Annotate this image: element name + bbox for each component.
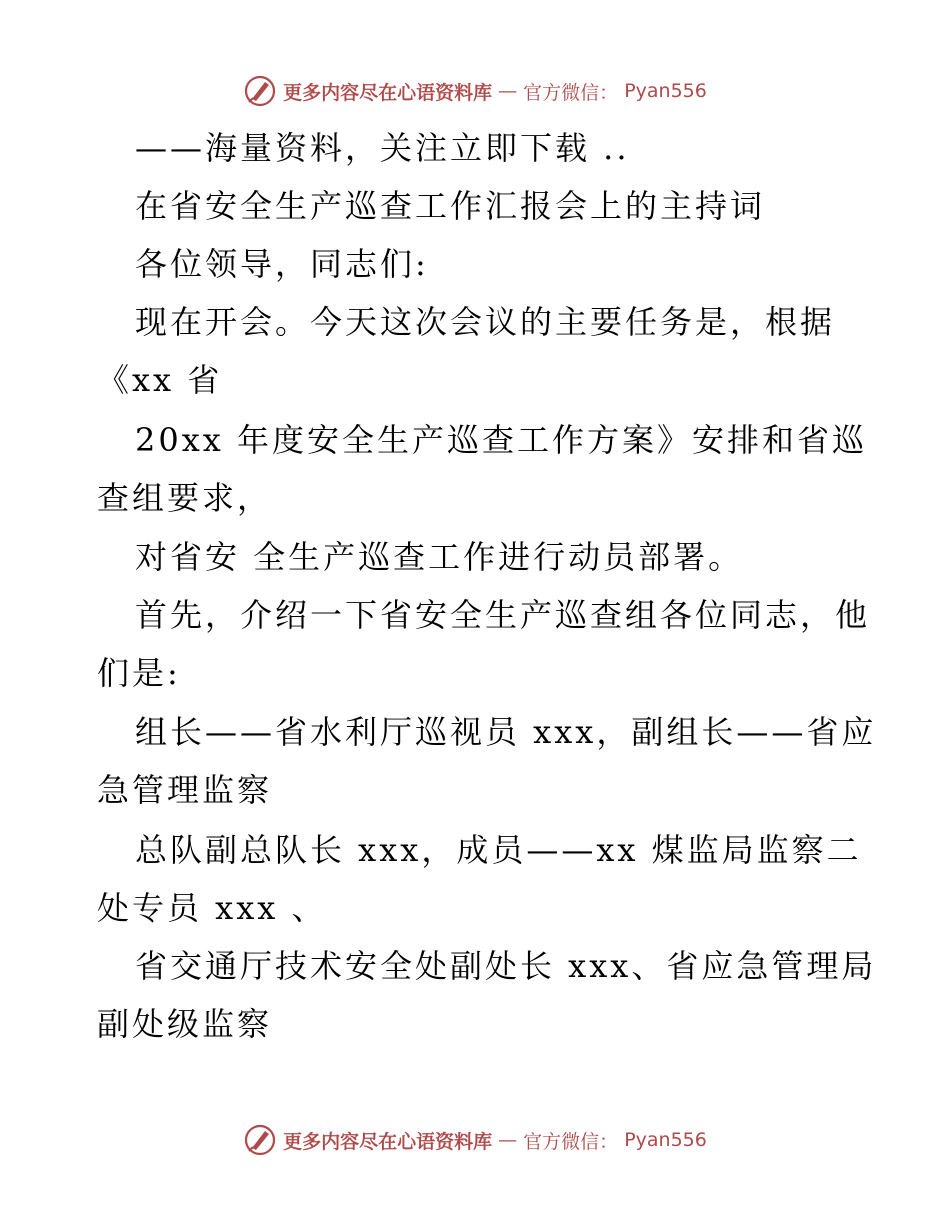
paragraph-line: 组长——省水利厅巡视员 xxx，副组长——省应 xyxy=(135,713,877,751)
download-notice: ——海量资料，关注立即下载 .. xyxy=(135,129,630,167)
paragraph-line: 急管理监察 xyxy=(97,771,273,809)
watermark-separator: — xyxy=(498,1129,518,1151)
paragraph-line: 总队副总队长 xxx，成员——xx 煤监局监察二 xyxy=(135,831,862,869)
paragraph-line: 副处级监察 xyxy=(97,1005,273,1043)
watermark-title: 更多内容尽在心语资料库 xyxy=(283,1130,493,1153)
paragraph-line: 省交通厅技术安全处副处长 xxx、省应急管理局 xyxy=(135,947,877,985)
watermark-wechat-id: Pyan556 xyxy=(624,1129,707,1151)
paragraph-line: 现在开会。今天这次会议的主要任务是，根据 xyxy=(135,303,836,341)
paragraph-line: 们是: xyxy=(97,654,181,692)
header-watermark xyxy=(0,71,950,111)
salutation: 各位领导，同志们: xyxy=(135,245,429,283)
watermark-separator: — xyxy=(498,80,518,102)
quill-logo-icon xyxy=(243,1123,277,1157)
document-title: 在省安全生产巡查工作汇报会上的主持词 xyxy=(135,187,766,225)
paragraph-line: 查组要求， xyxy=(97,479,273,517)
watermark-wechat-id: Pyan556 xyxy=(624,80,707,102)
paragraph-line: 20xx 年度安全生产巡查工作方案》安排和省巡 xyxy=(135,421,867,459)
paragraph-line: 《xx 省 xyxy=(97,361,223,399)
paragraph-line: 首先，介绍一下省安全生产巡查组各位同志，他 xyxy=(135,596,871,634)
watermark-subtitle: 官方微信： xyxy=(523,81,619,104)
watermark-subtitle: 官方微信： xyxy=(523,1130,619,1153)
footer-watermark xyxy=(0,1120,950,1160)
watermark-title: 更多内容尽在心语资料库 xyxy=(283,81,493,104)
quill-logo-icon xyxy=(243,74,277,108)
paragraph-line: 处专员 xxx 、 xyxy=(97,889,327,927)
paragraph-line: 对省安 全生产巡查工作进行动员部署。 xyxy=(135,538,744,576)
